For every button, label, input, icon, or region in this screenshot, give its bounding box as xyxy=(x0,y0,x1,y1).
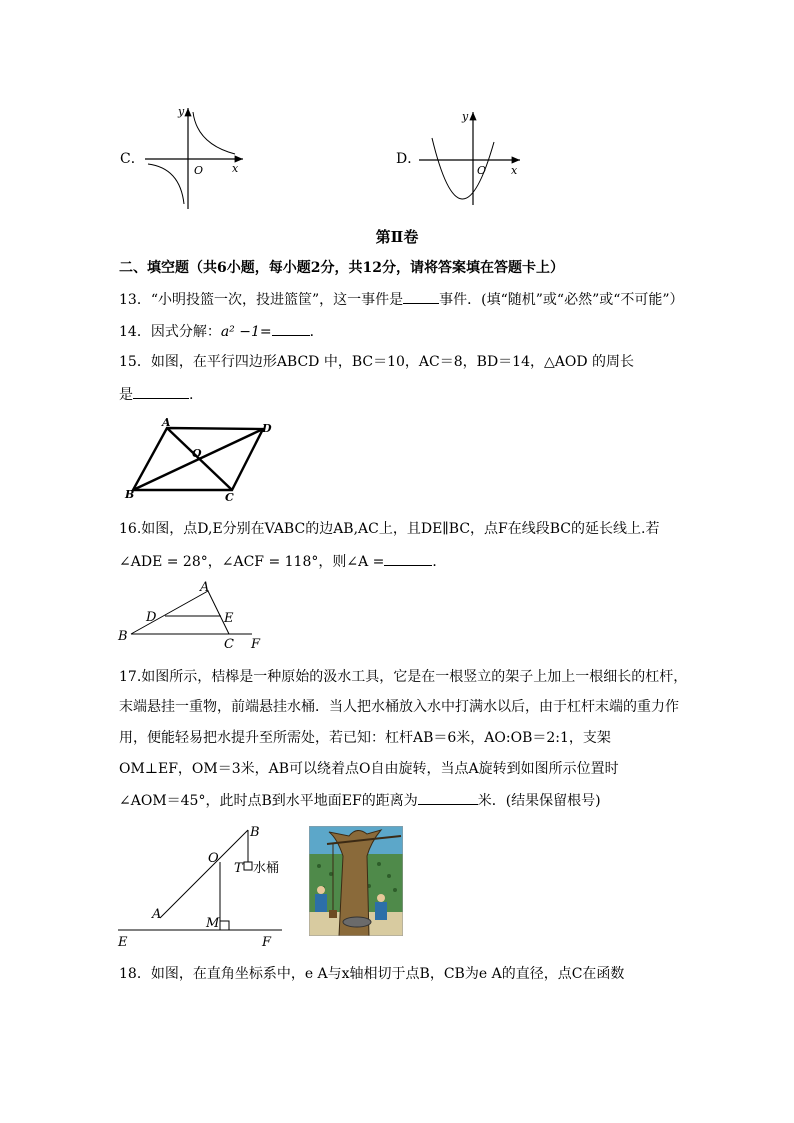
label-b: B xyxy=(118,629,128,644)
bucket xyxy=(329,910,337,918)
label-t: T xyxy=(234,861,243,876)
q18-line1: 18．如图，在直角坐标系中，e A与x轴相切于点B，CB为e A的直径，点C在函数 xyxy=(119,966,625,982)
label-o: O xyxy=(208,851,219,866)
question-14 xyxy=(119,321,324,342)
question-13 xyxy=(119,289,684,310)
hyperbola-branch-1 xyxy=(193,112,235,154)
label-b: B xyxy=(250,825,260,840)
option-d-graph xyxy=(416,108,526,206)
label-b: B xyxy=(125,488,135,501)
label-e: E xyxy=(224,611,234,626)
bucket-box xyxy=(244,862,252,870)
q13-text-after: 事件．(填“随机”或“必然”或“不可能”） xyxy=(439,292,684,308)
q17-answer-blank xyxy=(418,790,478,805)
origin-label: O xyxy=(194,164,204,177)
label-f: F xyxy=(262,935,272,950)
q17-line2: 末端悬挂一重物，前端悬挂水桶．当人把水桶放入水中打满水以后，由于杠杆末端的重力作 xyxy=(119,699,679,715)
y-axis-label: y xyxy=(462,110,469,123)
q14-answer-blank xyxy=(272,321,310,336)
q16-line2-b: ． xyxy=(432,554,447,570)
q14-prefix: 14．因式分解： xyxy=(119,324,221,340)
q17-line1: 17.如图所示，桔槔是一种原始的汲水工具，它是在一根竖立的架子上加上一根细长的杠杆， xyxy=(119,669,688,685)
q17-lever-figure xyxy=(112,822,292,950)
label-d: D xyxy=(262,422,272,435)
label-e: E xyxy=(118,935,128,950)
option-d-label: D． xyxy=(396,151,422,167)
option-c-label: C． xyxy=(120,151,145,167)
label-f: F xyxy=(251,637,261,648)
label-d: D xyxy=(146,610,157,625)
origin-label: O xyxy=(477,164,487,177)
label-m: M xyxy=(206,916,220,931)
q17-line5-b: 米．(结果保留根号) xyxy=(477,793,601,809)
q14-suffix: ． xyxy=(309,324,324,340)
person-2-body xyxy=(375,902,387,920)
label-c: C xyxy=(225,491,234,504)
q15-line2 xyxy=(119,384,193,405)
q16-line2 xyxy=(119,551,446,572)
well-sweep-illustration xyxy=(309,826,403,936)
x-axis-label: x xyxy=(232,162,239,175)
label-bucket: 水桶 xyxy=(253,861,280,876)
q13-text-before: 13．“小明投篮一次，投进篮筐”，这一事件是 xyxy=(119,292,404,308)
label-a: A xyxy=(152,907,162,922)
y-axis-label: y xyxy=(178,105,185,118)
person-1-head xyxy=(317,886,325,894)
q17-line5 xyxy=(119,790,601,811)
section-heading: 二、填空题（共6小题，每小题2分，共12分，请将答案填在答题卡上） xyxy=(119,260,564,276)
q15-line2-prefix: 是 xyxy=(119,387,133,403)
label-c: C xyxy=(224,637,234,648)
q17-line3: 用，便能轻易把水提升至所需处，若已知：杠杆AB＝6米，AO:OB＝2:1，支架 xyxy=(119,730,611,746)
q15-line2-suffix: . xyxy=(189,387,194,403)
q13-answer-blank xyxy=(403,289,439,304)
person-2-head xyxy=(377,894,385,902)
q16-line2-a: ∠ADE = 28°，∠ACF = 118°，则∠A = xyxy=(119,554,385,570)
line-ba xyxy=(131,591,208,634)
label-a: A xyxy=(162,416,171,429)
section-title: 第Ⅱ卷 xyxy=(375,228,419,246)
q14-expression: a² −1= xyxy=(220,324,272,340)
x-axis-label: x xyxy=(511,164,518,177)
well xyxy=(343,917,371,927)
q17-line4: OM⊥EF，OM＝3米，AB可以绕着点O自由旋转，当点A旋转到如图所示位置时 xyxy=(119,761,619,777)
q15-answer-blank xyxy=(133,384,189,399)
person-1-body xyxy=(315,894,327,912)
label-a: A xyxy=(200,580,210,595)
q15-line1: 15．如图，在平行四边形ABCD 中，BC＝10，AC＝8，BD＝14，△AOD 的周长 xyxy=(119,354,635,370)
label-o: O xyxy=(192,447,202,460)
q16-answer-blank xyxy=(384,551,432,566)
q16-triangle-figure xyxy=(116,576,266,648)
q17-line5-a: ∠AOM＝45°，此时点B到水平地面EF的距离为 xyxy=(119,793,418,809)
right-angle-mark xyxy=(220,921,229,930)
q15-parallelogram-figure xyxy=(120,414,280,506)
hyperbola-branch-2 xyxy=(148,164,184,204)
option-c-graph xyxy=(140,104,250,212)
q16-line1: 16.如图，点D,E分别在VABC的边AB,AC上，且DE∥BC，点F在线段BC的延长线上.若 xyxy=(119,521,660,537)
